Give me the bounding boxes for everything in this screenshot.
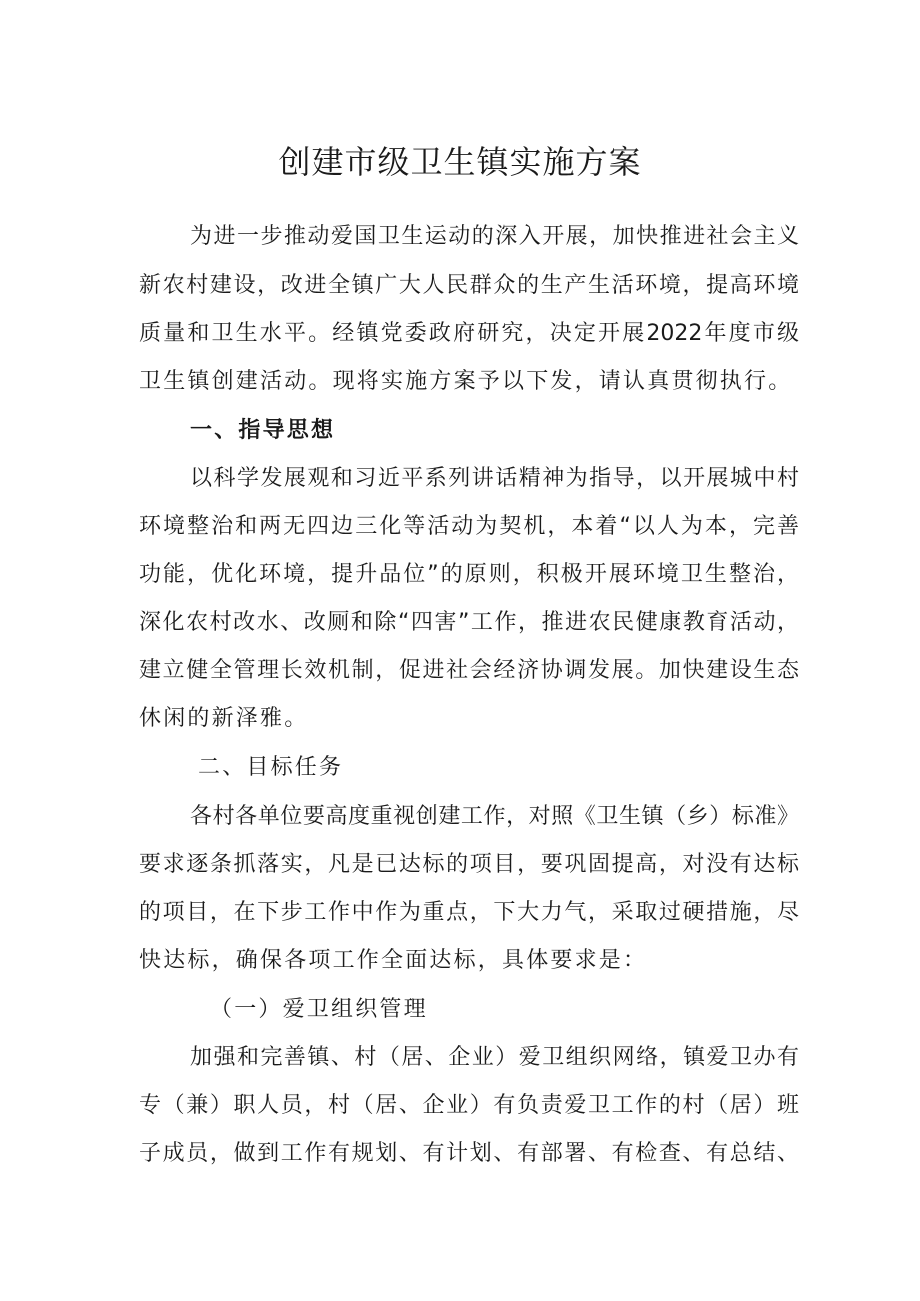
paragraph-line: 为进一步推动爱国卫生运动的深入开展，加快推进社会主义 bbox=[190, 224, 799, 249]
paragraph-line: 要求逐条抓落实，凡是已达标的项目，要巩固提高，对没有达标 bbox=[139, 852, 799, 877]
paragraph-line: 各村各单位要高度重视创建工作，对照《卫生镇（乡）标准》 bbox=[190, 804, 799, 829]
paragraph-line: 卫生镇创建活动。现将实施方案予以下发，请认真贯彻执行。 bbox=[139, 369, 793, 394]
paragraph-line: 深化农村改水、改厕和除“四害”工作，推进农民健康教育活动， bbox=[139, 610, 799, 635]
paragraph-line: 的项目，在下步工作中作为重点，下大力气，采取过硬措施，尽 bbox=[139, 900, 799, 925]
paragraph-line: 加强和完善镇、村（居、企业）爱卫组织网络，镇爱卫办有 bbox=[190, 1045, 799, 1070]
section-heading: 一、指导思想 bbox=[190, 418, 336, 443]
paragraph-line: 子成员，做到工作有规划、有计划、有部署、有检查、有总结、 bbox=[139, 1141, 799, 1166]
subsection-heading: （一）爱卫组织管理 bbox=[210, 997, 428, 1022]
document-title: 创建市级卫生镇实施方案 bbox=[278, 143, 642, 181]
paragraph-line: 以科学发展观和习近平系列讲话精神为指导，以开展城中村 bbox=[190, 466, 799, 491]
paragraph-line: 专（兼）职人员，村（居、企业）有负责爱卫工作的村（居）班 bbox=[139, 1093, 799, 1118]
paragraph-line: 环境整治和两无四边三化等活动为契机，本着“以人为本，完善 bbox=[139, 514, 799, 539]
paragraph-line: 质量和卫生水平。经镇党委政府研究，决定开展2022年度市级 bbox=[139, 321, 799, 346]
section-heading: 二、目标任务 bbox=[198, 755, 344, 780]
paragraph-line: 功能，优化环境，提升品位”的原则，积极开展环境卫生整治， bbox=[139, 562, 799, 587]
paragraph-line: 快达标，确保各项工作全面达标，具体要求是： bbox=[139, 948, 648, 973]
paragraph-line: 休闲的新泽雅。 bbox=[139, 706, 309, 731]
paragraph-line: 建立健全管理长效机制，促进社会经济协调发展。加快建设生态 bbox=[139, 658, 799, 683]
paragraph-line: 新农村建设，改进全镇广大人民群众的生产生活环境，提高环境 bbox=[139, 273, 799, 298]
